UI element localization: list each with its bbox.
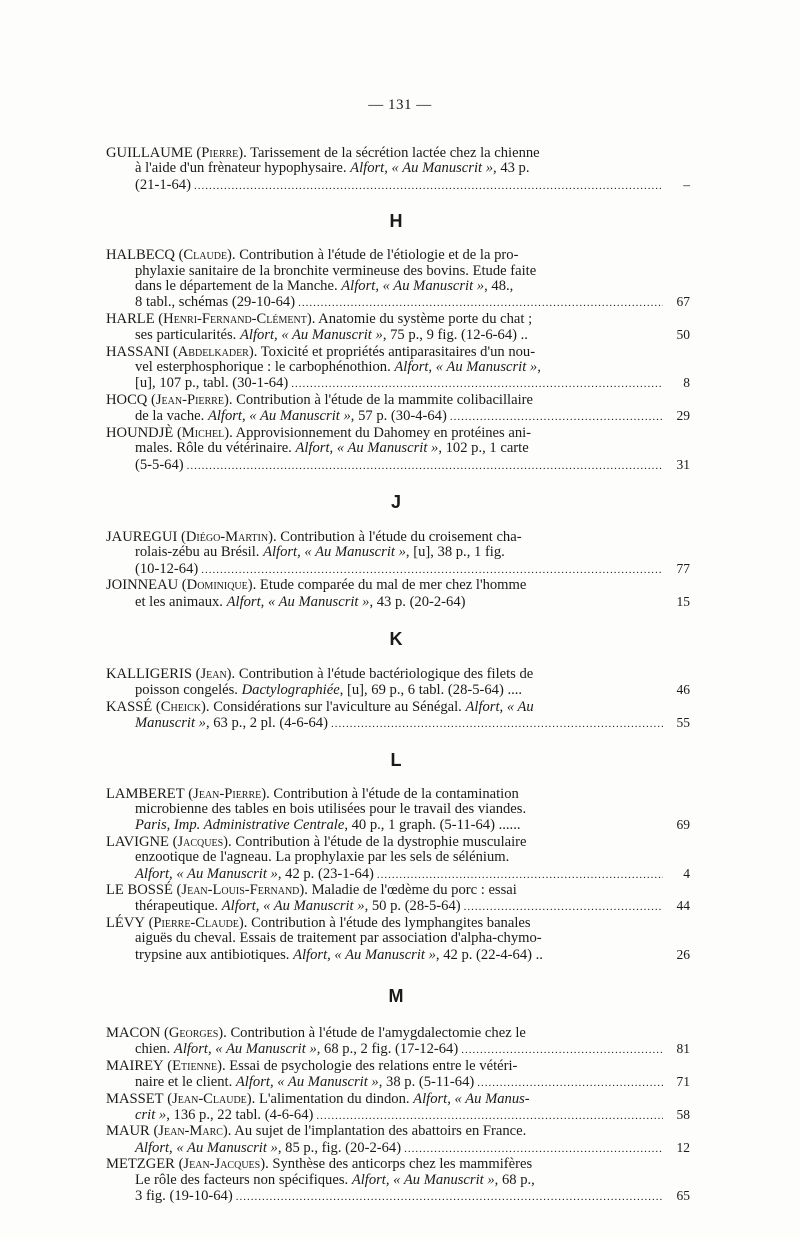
entry-details: , 42 p. (23-1-64)	[277, 865, 374, 882]
publisher: Alfort, « Au Manus-	[413, 1090, 530, 1107]
entry-title: . Contribution à l'étude de l'étiologie et de la pro-	[231, 247, 519, 264]
entry-details: , 42 p. (22-4-64) ..	[435, 946, 543, 963]
entry-title: . Contribution à l'étude du croisement cha-	[272, 528, 522, 545]
publisher: Alfort, « Au Manuscrit »	[351, 1171, 495, 1188]
entry-details: , 85 p., fig. (20-2-64)	[277, 1139, 402, 1156]
entry-hocq	[106, 391, 690, 426]
entry-title: . Contribution à l'étude bactériologique des filets de	[231, 665, 534, 682]
publisher: Alfort, « Au Manuscrit »	[394, 359, 538, 376]
entry-title-cont: à l'aide d'un frènateur hypophysaire.	[135, 160, 351, 177]
page-ref: 29	[676, 408, 690, 424]
author-firstname: (Pierre)	[192, 145, 244, 161]
entry-title: . L'alimentation du dindon.	[251, 1090, 414, 1107]
publisher: Alfort, « Au Manuscrit »	[350, 160, 494, 177]
publisher: Alfort, « Au Manuscrit »	[226, 593, 370, 610]
entry-title: . Approvisionnement du Dahomey en protéines ani-	[229, 424, 532, 441]
entry-details: , 38 p. (5-11-64)	[378, 1074, 475, 1091]
entry-houndje	[106, 424, 690, 474]
entry-title-cont: poisson congelés.	[135, 682, 242, 699]
page-ref: 50	[676, 327, 690, 343]
author-surname: KASSÉ	[106, 698, 153, 715]
entry-date: (10-12-64)	[135, 560, 199, 577]
entry-lamberet	[106, 785, 690, 835]
author-firstname: (Dominique)	[178, 577, 253, 594]
author-firstname: (Jacques)	[168, 833, 229, 850]
page-ref: 71	[676, 1074, 690, 1090]
entry-title-cont: enzootique de l'agneau. La prophylaxie par les sels de sélénium.	[135, 849, 510, 866]
entry-title: . Contribution à l'étude de la dystrophie musculaire	[228, 833, 527, 850]
author-surname: HOCQ	[106, 391, 148, 408]
author-surname: LAVIGNE	[106, 833, 169, 850]
publisher: Alfort, « Au Manuscrit »	[221, 898, 365, 915]
page-ref: 12	[676, 1139, 690, 1155]
page-ref: 4	[683, 865, 690, 881]
entry-details: , 48.,	[484, 278, 514, 295]
author-firstname: (Pierre-Claude)	[144, 914, 244, 931]
author-surname: GUILLAUME	[106, 145, 193, 161]
entry-kalligeris	[106, 665, 690, 700]
publisher: Alfort, « Au Manuscrit »	[135, 1139, 278, 1156]
author-surname: KALLIGERIS	[106, 665, 192, 682]
author-firstname: (Etienne)	[163, 1057, 222, 1074]
entry-title: . Synthèse des anticorps chez les mammifères	[265, 1156, 533, 1173]
page-ref: 65	[676, 1188, 690, 1204]
dot-leader	[464, 900, 663, 915]
entry-details: , 68 p., 2 fig. (17-12-64)	[316, 1041, 459, 1058]
entry-title-cont: et les animaux.	[135, 593, 227, 610]
author-firstname: (Michel)	[173, 424, 230, 441]
publisher: Alfort, « Au	[465, 698, 534, 715]
entry-title-cont: trypsine aux antibiotiques.	[135, 946, 294, 963]
author-firstname: (Cheick)	[152, 698, 206, 715]
author-surname: MAUR	[106, 1123, 150, 1140]
entry-title: . Contribution à l'étude des lymphangites banales	[243, 914, 531, 931]
entry-details: , 50 p. (28-5-64)	[364, 898, 461, 915]
dot-leader	[291, 377, 663, 392]
publisher: Alfort, « Au Manuscrit »	[293, 946, 436, 963]
dot-leader	[187, 459, 663, 474]
author-surname: MAIREY	[106, 1057, 164, 1074]
entry-mairey	[106, 1057, 690, 1092]
bibliography-list	[106, 145, 690, 1206]
entry-kasse	[106, 698, 690, 733]
publisher: Alfort, « Au Manuscrit »	[235, 1074, 379, 1091]
entry-details: , 43 p. (20-2-64)	[369, 593, 466, 610]
entry-title-cont: microbienne des tables en bois utilisées pour le travail des viandes.	[135, 800, 527, 817]
author-firstname: (Jean)	[191, 665, 232, 682]
entry-title: . Tarissement de la sécrétion lactée chez la chienne	[243, 145, 540, 161]
entry-title-cont: chien.	[135, 1041, 174, 1058]
page-number: — 131 —	[368, 97, 432, 113]
entry-levy	[106, 914, 690, 964]
publisher: Alfort, « Au Manuscrit »	[295, 440, 439, 457]
author-surname: LE BOSSÉ	[106, 882, 173, 898]
author-surname: HALBECQ	[106, 247, 175, 264]
author-surname: HOUNDJÈ	[106, 424, 174, 441]
entry-title-cont: ses particularités.	[135, 327, 240, 344]
page-ref: 15	[676, 593, 690, 609]
author-firstname: (Claude)	[174, 247, 232, 264]
author-firstname: (Abdelkader)	[169, 343, 254, 360]
page-ref: 81	[676, 1041, 690, 1057]
page-ref: 58	[676, 1107, 690, 1123]
section-letter-m: M	[388, 986, 404, 1007]
entry-details: , [u], 38 p., 1 fig.	[405, 544, 505, 561]
entry-details: [u], 107 p., tabl. (30-1-64)	[135, 375, 289, 392]
author-surname: METZGER	[106, 1156, 175, 1173]
entry-title: . Anatomie du système porte du chat ;	[311, 310, 533, 327]
entry-title: . Toxicité et propriétés antiparasitaires d'un nou-	[253, 343, 536, 360]
author-firstname: (Georges)	[160, 1025, 224, 1042]
author-surname: MASSET	[106, 1090, 164, 1107]
author-firstname: (Jean-Pierre)	[184, 785, 267, 802]
entry-details: , 136 p., 22 tabl. (4-6-64)	[166, 1107, 314, 1124]
section-letter-k: K	[389, 628, 403, 649]
entry-title: . Considérations sur l'aviculture au Sénégal.	[205, 698, 466, 715]
entry-title-cont: vel esterphosphorique : le carbophénothion.	[135, 359, 395, 376]
author-surname: JOINNEAU	[106, 577, 179, 594]
author-firstname: (Diégo-Martin)	[177, 528, 273, 545]
publisher: Paris, Imp. Administrative Centrale	[135, 817, 345, 834]
entry-date: (5-5-64)	[135, 456, 184, 473]
publisher: Alfort, « Au Manuscrit »	[263, 544, 406, 561]
entry-details: , [u], 69 p., 6 tabl. (28-5-64) ....	[339, 682, 523, 699]
entry-title: . Essai de psychologie des relations entre le vétéri-	[221, 1057, 518, 1074]
author-surname: MACON	[106, 1025, 161, 1042]
entry-maur	[106, 1123, 690, 1157]
dot-leader	[298, 296, 663, 311]
publisher: Alfort, « Au Manuscrit »	[173, 1041, 317, 1058]
publisher: Alfort, « Au Manuscrit »	[135, 865, 278, 882]
page-ref: 26	[676, 946, 690, 962]
entry-details: , 57 p. (30-4-64)	[350, 408, 447, 425]
section-letter-j: J	[390, 491, 401, 512]
entry-details: , 43 p.	[493, 160, 530, 177]
author-firstname: (Jean-Jacques)	[174, 1156, 266, 1173]
dot-leader	[236, 1190, 663, 1205]
entry-title-cont: naire et le client.	[135, 1074, 236, 1091]
dot-leader	[450, 410, 663, 425]
entry-title: . Etude comparée du mal de mer chez l'homme	[252, 577, 527, 594]
entry-masset	[106, 1090, 690, 1125]
entry-title-cont: de la vache.	[135, 408, 208, 425]
publisher-cont: Manuscrit »	[135, 715, 206, 732]
publisher: Dactylographiée	[241, 682, 340, 699]
dot-leader	[404, 1142, 663, 1157]
entry-details: 8 tabl., schémas (29-10-64)	[135, 294, 296, 311]
entry-title-cont: aiguës du cheval. Essais de traitement par association d'alpha-chymo-	[135, 930, 542, 947]
author-firstname: (Jean-Pierre)	[147, 391, 229, 408]
entry-title: . Contribution à l'étude de la contamination	[266, 785, 519, 802]
author-surname: JAUREGUI	[106, 528, 178, 545]
dot-leader	[377, 868, 663, 883]
page-ref: 77	[676, 560, 690, 576]
dot-leader	[316, 1109, 663, 1124]
entry-details: , 63 p., 2 pl. (4-6-64)	[205, 715, 328, 732]
entry-title-cont: rolais-zébu au Brésil.	[135, 544, 264, 561]
author-firstname: (Henri-Fernand-Clément)	[154, 310, 312, 327]
page-ref: 46	[676, 682, 690, 698]
author-firstname: (Jean-Louis-Fernand)	[172, 882, 305, 898]
dot-leader	[461, 1043, 663, 1058]
entry-lavigne	[106, 833, 690, 883]
dot-leader	[331, 717, 663, 732]
section-letter-l: L	[390, 749, 402, 770]
publisher: Alfort, « Au Manuscrit »	[341, 278, 485, 295]
entry-title-cont: Le rôle des facteurs non spécifiques.	[135, 1171, 352, 1188]
entry-title-cont: males. Rôle du vétérinaire.	[135, 440, 296, 457]
entry-title-cont: dans le département de la Manche.	[135, 278, 342, 295]
entry-le-bosse	[106, 882, 690, 916]
dot-leader	[477, 1076, 663, 1091]
author-firstname: (Jean-Marc)	[149, 1123, 228, 1140]
entry-details: ,	[537, 359, 541, 376]
entry-joinneau	[106, 577, 690, 611]
page-ref: 8	[683, 375, 690, 391]
entry-details: , 75 p., 9 fig. (12-6-64) ..	[382, 327, 528, 344]
entry-details: , 68 p.,	[494, 1171, 535, 1188]
entry-title: . Au sujet de l'implantation des abattoirs en France.	[227, 1123, 527, 1140]
entry-date: (21-1-64)	[135, 176, 191, 193]
entry-guillaume	[106, 145, 690, 194]
entry-title-cont: thérapeutique.	[135, 898, 222, 915]
entry-harle	[106, 310, 690, 345]
entry-hassani	[106, 343, 690, 393]
entry-title: . Contribution à l'étude de l'amygdalectomie chez le	[223, 1025, 526, 1042]
dot-leader	[194, 179, 663, 194]
page-ref: –	[683, 176, 690, 192]
publisher: Alfort, « Au Manuscrit »	[239, 327, 383, 344]
entry-title-cont: phylaxie sanitaire de la bronchite vermineuse des bovins. Etude faite	[135, 262, 537, 279]
author-surname: HARLE	[106, 310, 155, 327]
section-letter-h: H	[389, 211, 403, 232]
entry-details: 3 fig. (19-10-64)	[135, 1188, 233, 1205]
entry-macon	[106, 1025, 690, 1059]
dot-leader	[201, 563, 663, 578]
entry-details: , 40 p., 1 graph. (5-11-64) ......	[344, 817, 521, 834]
entry-details: , 102 p., 1 carte	[438, 440, 529, 457]
publisher: Alfort, « Au Manuscrit »	[207, 408, 351, 425]
author-surname: HASSANI	[106, 343, 170, 360]
page-ref: 69	[676, 817, 690, 833]
page-ref: 31	[676, 456, 690, 472]
author-surname: LÉVY	[106, 914, 145, 931]
entry-jauregui	[106, 528, 690, 578]
page-ref: 55	[676, 715, 690, 731]
publisher-cont: crit »	[135, 1107, 167, 1124]
entry-title: . Contribution à l'étude de la mammite colibacillaire	[228, 391, 533, 408]
author-firstname: (Jean-Claude)	[163, 1090, 252, 1107]
entry-metzger	[106, 1156, 690, 1205]
page-ref: 67	[676, 294, 690, 310]
entry-halbecq	[106, 247, 690, 312]
entry-title: . Maladie de l'œdème du porc : essai	[304, 882, 517, 898]
page-ref: 44	[676, 898, 690, 914]
author-surname: LAMBERET	[106, 785, 185, 802]
